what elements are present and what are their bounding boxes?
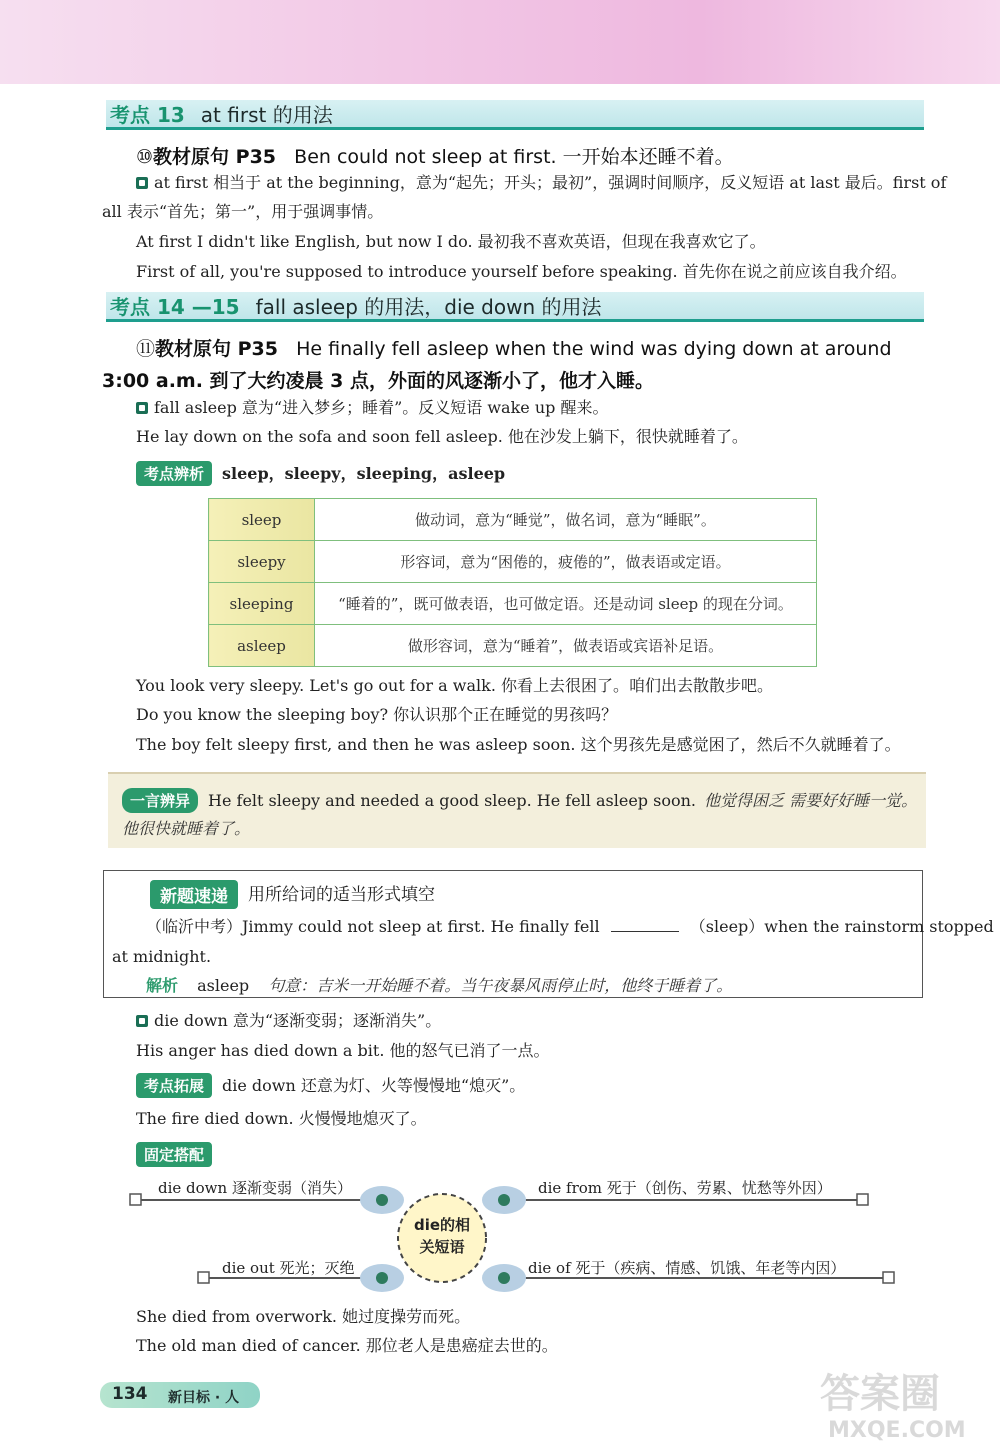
example-sentence: Do you know the sleeping boy? 你认识那个正在睡觉的男孩吗？	[136, 705, 618, 724]
example-sentence: The boy felt sleepy first, and then he was asleep soon. 这个男孩先是感觉困了，然后不久就睡着了。	[136, 735, 901, 754]
bullet-icon	[136, 177, 148, 189]
table-row	[209, 499, 817, 541]
example-sentence: He lay down on the sofa and soon fell asleep. 他在沙发上躺下，很快就睡着了。	[136, 427, 748, 446]
section-13-label: 考点 13	[110, 103, 185, 127]
fixed-tag: 固定搭配	[136, 1142, 212, 1167]
quiz-text: （sleep）when the rainstorm stopped	[689, 917, 994, 936]
tip-line-2: 他很快就睡着了。	[122, 819, 251, 838]
extend-row	[136, 1073, 525, 1098]
source-number: ⑪	[136, 338, 156, 360]
phrase-top-right: die from 死于（创伤、劳累、忧愁等外因）	[538, 1179, 832, 1197]
note-text: at first 相当于 at the beginning，意为“起先；开头；最初”，强调时间顺序，反义短语 at last 最后。first of	[154, 173, 947, 192]
table-word: sleeping	[209, 583, 315, 625]
center-line-2: 关短语	[419, 1238, 465, 1256]
tip-english: He felt sleepy and needed a good sleep. He fell asleep soon.	[208, 790, 696, 810]
example-sentence: At first I didn't like English, but now I do. 最初我不喜欢英语，但现在我喜欢它了。	[136, 232, 766, 251]
section-13-source-sentence	[136, 142, 734, 169]
note-text: die down 意为“逐渐变弱；逐渐消失”。	[154, 1011, 442, 1030]
quiz-answer	[146, 975, 732, 997]
tip-chinese: 他觉得困乏 需要好好睡一觉。	[704, 790, 918, 810]
table-word: sleep	[209, 499, 315, 541]
phrase-bottom-left: die out 死光；灭绝	[222, 1259, 355, 1277]
note-text: fall asleep 意为“进入梦乡；睡着”。反义短语 wake up 醒来。	[154, 398, 609, 417]
table-desc: 做动词，意为“睡觉”，做名词，意为“睡眠”。	[315, 499, 817, 541]
extend-text: die down 还意为灯、火等慢慢地“熄灭”。	[222, 1075, 526, 1095]
source-text-cont: 3:00 a.m. 到了大约凌晨 3 点，外面的风逐渐小了，他才入睡。	[102, 370, 654, 392]
section-14-15-title: fall asleep 的用法，die down 的用法	[255, 295, 602, 319]
blank-field[interactable]	[611, 916, 679, 932]
table-row	[209, 583, 817, 625]
bullet-icon	[136, 402, 148, 414]
section-14-15-header	[106, 292, 924, 322]
note-paragraph	[136, 397, 608, 419]
analysis-tag: 考点辨析	[136, 461, 212, 486]
section-14-15-label: 考点 14 —15	[110, 295, 240, 319]
extend-tag: 考点拓展	[136, 1073, 212, 1098]
table-desc: 做形容词，意为“睡着”，做表语或宾语补足语。	[315, 625, 817, 667]
quiz-question-cont: at midnight.	[112, 947, 212, 966]
watermark-logo: 答案圈	[820, 1371, 940, 1417]
quiz-question	[146, 916, 994, 938]
answer-word: asleep	[197, 976, 250, 995]
quiz-instruction: 用所给词的适当形式填空	[248, 884, 435, 905]
table-row	[209, 541, 817, 583]
source-label: 教材原句 P35	[155, 338, 278, 360]
bullet-icon	[136, 1015, 148, 1027]
source-label: 教材原句 P35	[153, 146, 277, 168]
table-row	[209, 625, 817, 667]
example-sentence: The fire died down. 火慢慢地熄灭了。	[136, 1109, 427, 1128]
example-sentence: You look very sleepy. Let's go out for a walk. 你看上去很困了。咱们出去散散步吧。	[136, 676, 774, 695]
tip-tag: 一言辨异	[122, 788, 198, 813]
tip-line-1	[122, 788, 917, 813]
table-word: sleepy	[209, 541, 315, 583]
phrase-top-left: die down 逐渐变弱（消失）	[158, 1179, 352, 1197]
source-text: Ben could not sleep at first. 一开始本还睡不着。	[294, 146, 734, 168]
quiz-tag: 新题速递	[150, 880, 238, 909]
table-desc: 形容词，意为“困倦的，疲倦的”，做表语或定语。	[315, 541, 817, 583]
source-number: ⑩	[136, 146, 154, 168]
table-word: asleep	[209, 625, 315, 667]
watermark-url: MXQE.COM	[828, 1418, 966, 1443]
section-13-title: at first 的用法	[200, 103, 333, 127]
analysis-words: sleep，sleepy，sleeping，asleep	[222, 463, 506, 483]
note-paragraph	[136, 1010, 441, 1032]
series-name: 新目标 · 人	[168, 1390, 240, 1406]
quiz-header	[150, 880, 435, 909]
center-line-1: die的相	[413, 1216, 471, 1234]
example-sentence: First of all, you're supposed to introduce yourself before speaking. 首先你在说之前应该自我介绍。	[136, 262, 907, 281]
top-banner	[0, 0, 1000, 84]
note-paragraph-cont: all 表示“首先；第一”，用于强调事情。	[102, 202, 384, 221]
example-sentence: She died from overwork. 她过度操劳而死。	[136, 1307, 471, 1326]
section-13-header	[106, 100, 924, 130]
section-14-source-sentence	[136, 334, 892, 361]
comparison-table	[208, 498, 817, 667]
quiz-text: （临沂中考）Jimmy could not sleep at first. He finally fell	[146, 917, 600, 936]
answer-tag: 解析	[146, 976, 179, 995]
table-desc: “睡着的”，既可做表语，也可做定语。还是动词 sleep 的现在分词。	[315, 583, 817, 625]
example-sentence: His anger has died down a bit. 他的怒气已消了一点。	[136, 1041, 550, 1060]
analysis-row	[136, 461, 505, 486]
answer-note: 句意：吉米一开始睡不着。当午夜暴风雨停止时，他终于睡着了。	[268, 976, 733, 995]
page-number: 134	[112, 1384, 148, 1404]
phrase-bottom-right: die of 死于（疾病、情感、饥饿、年老等内因）	[528, 1259, 846, 1277]
diagram-center	[402, 1214, 482, 1258]
source-text: He finally fell asleep when the wind was dying down at around	[296, 338, 892, 360]
example-sentence: The old man died of cancer. 那位老人是患癌症去世的。	[136, 1336, 558, 1355]
note-paragraph	[136, 172, 946, 194]
